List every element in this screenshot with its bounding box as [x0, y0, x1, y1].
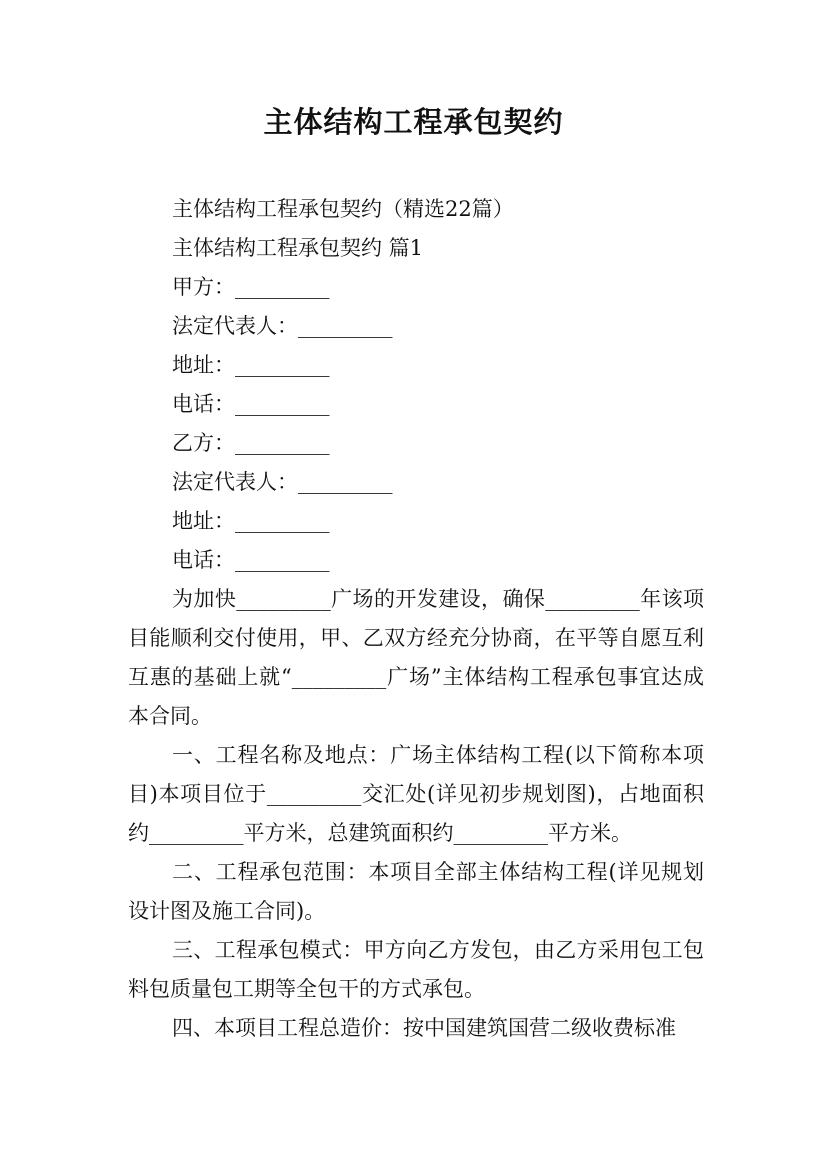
party-a-address-line: 地址：_________: [172, 353, 330, 377]
party-b-representative-line: 法定代表人：_________: [172, 470, 393, 494]
clause-2-paragraph: 二、工程承包范围：本项目全部主体结构工程(详见规划设计图及施工合同)。: [128, 860, 704, 923]
subtitle-line: 主体结构工程承包契约（精选22篇）: [172, 197, 514, 221]
section-heading: 主体结构工程承包契约 篇1: [172, 236, 424, 260]
party-b-line: 乙方：_________: [172, 431, 330, 455]
document-body: [128, 190, 704, 1048]
intro-paragraph: 为加快_________广场的开发建设，确保_________年该项目能顺利交付使用，甲、乙双方经充分协商，在平等自愿互利互惠的基础上就“_________广场”主体结构工程承包事宜达成本合同。: [128, 587, 704, 728]
party-a-phone-line: 电话：_________: [172, 392, 330, 416]
document-title: 主体结构工程承包契约: [263, 105, 564, 139]
clause-1-paragraph: 一、工程名称及地点：广场主体结构工程(以下简称本项目)本项目位于_________交汇处(详见初步规划图)，占地面积约_________平方米，总建筑面积约_________平方米。: [128, 743, 704, 845]
party-b-address-line: 地址：_________: [172, 509, 330, 533]
party-a-line: 甲方：_________: [172, 275, 330, 299]
clause-3-paragraph: 三、工程承包模式：甲方向乙方发包，由乙方采用包工包料包质量包工期等全包干的方式承包。: [128, 938, 704, 1001]
clause-4-paragraph: 四、本项目工程总造价：按中国建筑国营二级收费标准: [172, 1016, 676, 1040]
party-a-representative-line: 法定代表人：_________: [172, 314, 393, 338]
party-b-phone-line: 电话：_________: [172, 548, 330, 572]
